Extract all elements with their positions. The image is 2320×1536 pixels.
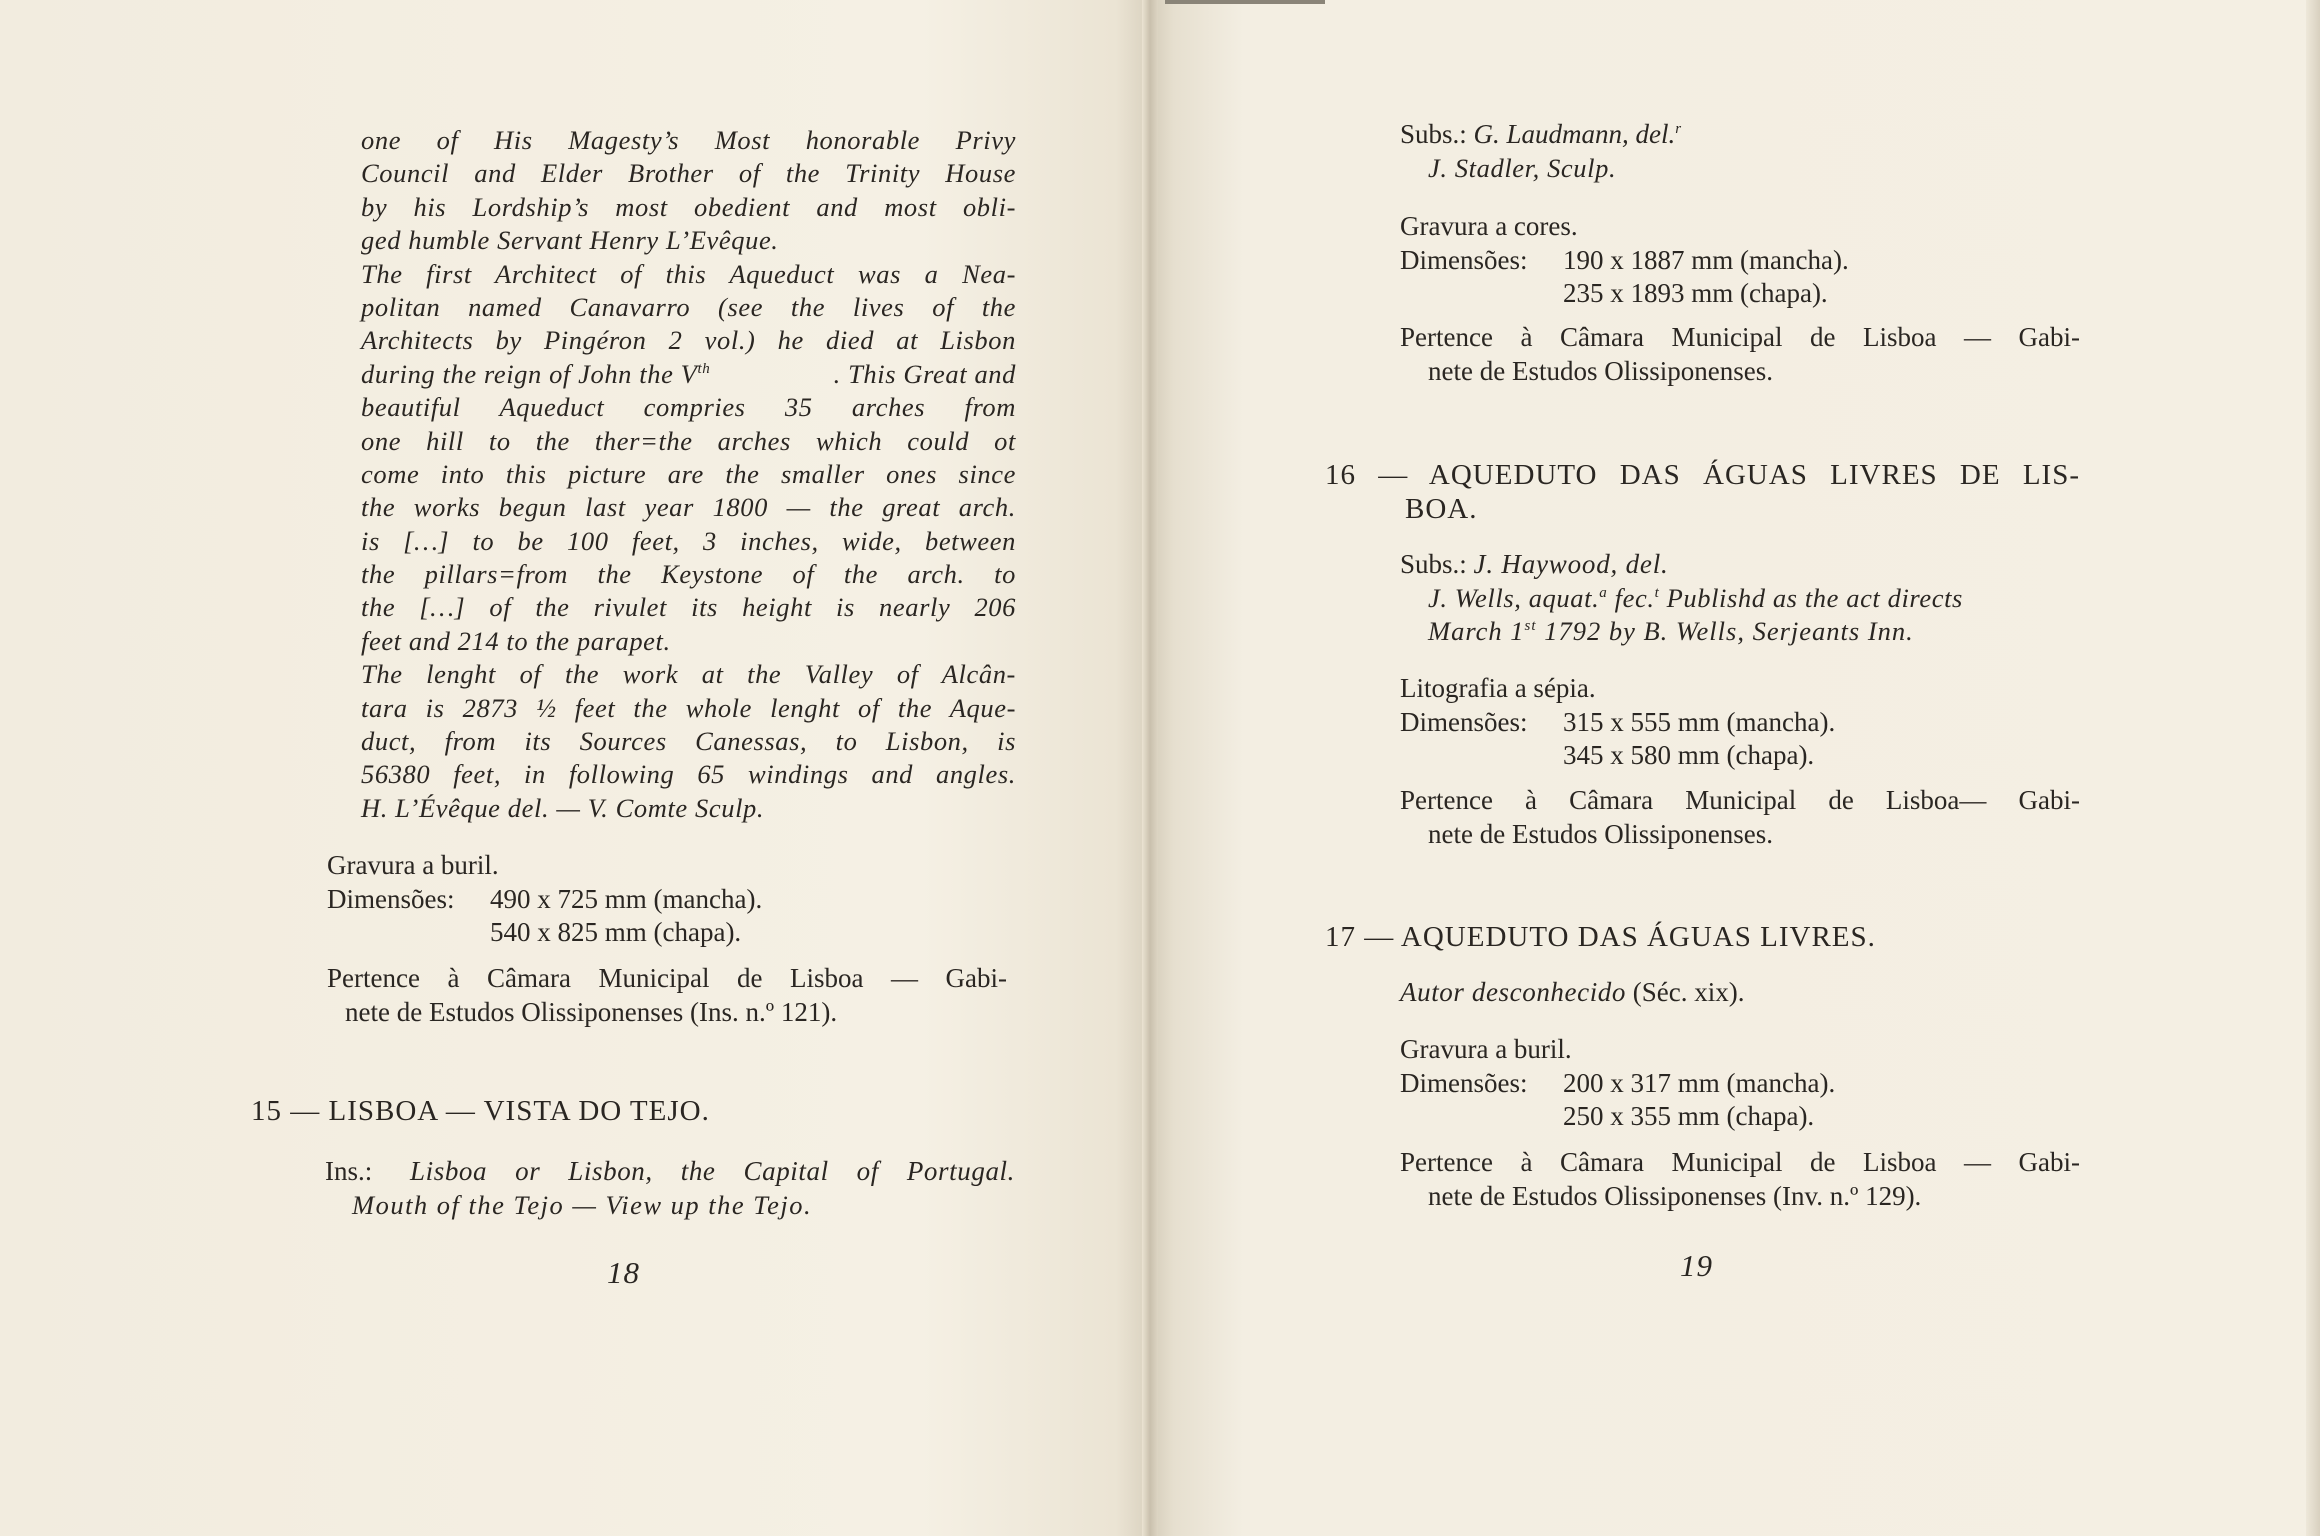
ins-label: Ins.: — [325, 1156, 373, 1186]
technique-block — [1400, 210, 2100, 311]
inscription-line: beautiful Aqueduct compries 35 arches from — [361, 392, 1016, 423]
subs-fragment: March 1 — [1428, 615, 1525, 646]
subs-fragment: 1792 by B. Wells, Serjeants Inn. — [1544, 615, 1914, 646]
entry-17-ownership — [1400, 1146, 2080, 1213]
inscription-line — [361, 358, 1016, 391]
dimensions-value: 250 x 355 mm (chapa). — [1563, 1101, 1815, 1132]
subs-label: Subs.: — [1400, 549, 1467, 579]
ownership-line: nete de Estudos Olissiponenses. — [1428, 818, 1773, 849]
inscription-line: The lenght of the work at the Valley of Alcân- — [361, 659, 1016, 690]
subs-fragment: J. Wells, aquat. — [1428, 582, 1600, 613]
ins-text: Lisboa or Lisbon, the Capital of Portugal. — [410, 1156, 1015, 1186]
superscript: t — [1654, 584, 1660, 601]
dimensions-spacer — [327, 916, 490, 950]
inscription-line: The first Architect of this Aqueduct was a Nea- — [361, 258, 1016, 289]
entry-15-inscription — [325, 1155, 1015, 1222]
subs-line — [1400, 615, 2090, 648]
dimensions-row — [1400, 277, 2100, 311]
dimensions-spacer — [1400, 277, 1563, 311]
subs-line: J. Stadler, Sculp. — [1428, 152, 1617, 183]
century-text: (Séc. xix). — [1632, 977, 1745, 1007]
inscription-line: Architects by Pingéron 2 vol.) he died at Lisbon — [361, 325, 1016, 356]
technique-text: Gravura a buril. — [1400, 1034, 1572, 1064]
inscription-line: Council and Elder Brother of the Trinity House — [361, 158, 1016, 189]
inscription-line: duct, from its Sources Canessas, to Lisbon, is — [361, 726, 1016, 757]
book-gutter — [1142, 0, 1158, 1536]
entry-16-subs — [1400, 548, 2090, 648]
ownership-line: Pertence à Câmara Municipal de Lisboa — Gabi- — [327, 963, 1007, 993]
right-page — [1150, 0, 2320, 1536]
ownership-line: nete de Estudos Olissiponenses. — [1428, 355, 1773, 386]
dimensions-value: 490 x 725 mm (mancha). — [490, 883, 763, 914]
ownership-block — [1400, 321, 2080, 388]
entry-17-author — [1400, 976, 1744, 1010]
dimensions-value: 345 x 580 mm (chapa). — [1563, 740, 1815, 771]
entry-17-technique — [1400, 1033, 2100, 1134]
subs-block — [1400, 118, 1900, 185]
dimensions-row — [1400, 706, 2100, 740]
inscription-line: feet and 214 to the parapet. — [361, 625, 671, 656]
subs-line — [1400, 548, 2090, 582]
inscription-line: come into this picture are the smaller ones since — [361, 458, 1016, 489]
ins-line — [325, 1155, 1015, 1189]
dimensions-value: 540 x 825 mm (chapa). — [490, 917, 742, 948]
inscription-line: by his Lordship’s most obedient and most obli- — [361, 191, 1016, 222]
ownership-line: Pertence à Câmara Municipal de Lisboa — Gabi- — [1400, 1147, 2080, 1177]
inscription-fragment: . This Great and — [833, 358, 1016, 389]
inscription-fragment: during the reign of John the V — [361, 358, 698, 389]
dimensions-value: 315 x 555 mm (mancha). — [1563, 706, 1836, 737]
superscript: th — [697, 360, 711, 377]
dimensions-row — [1400, 1067, 2100, 1101]
dimensions-spacer — [1400, 1100, 1563, 1134]
dimensions-row — [1400, 1100, 2100, 1134]
ownership-line: nete de Estudos Olissiponenses (Inv. n.º 129). — [1428, 1180, 1922, 1211]
technique-text: Gravura a cores. — [1400, 211, 1578, 241]
entry-17-heading: 17 — AQUEDUTO DAS ÁGUAS LIVRES. — [1325, 921, 1876, 953]
superscript: r — [1675, 121, 1682, 137]
inscription-line: the […] of the rivulet its height is nearly 206 — [361, 592, 1016, 623]
subs-line — [1400, 118, 1900, 152]
superscript: st — [1524, 618, 1537, 635]
inscription-line: H. L’Évêque del. — V. Comte Sculp. — [361, 792, 765, 823]
subs-fragment: Publishd as the act directs — [1666, 582, 1963, 613]
left-page — [0, 0, 1150, 1536]
inscription-line: is […] to be 100 feet, 3 inches, wide, between — [361, 525, 1016, 556]
ownership-line: Pertence à Câmara Municipal de Lisboa — Gabi- — [1400, 322, 2080, 352]
entry-16-technique — [1400, 672, 2100, 773]
inscription-text — [361, 124, 1016, 825]
superscript: a — [1599, 584, 1608, 601]
dimensions-spacer — [1400, 739, 1563, 773]
entry-15-heading: 15 — LISBOA — VISTA DO TEJO. — [251, 1095, 710, 1127]
inscription-line: one of His Magesty’s Most honorable Privy — [361, 125, 1016, 155]
dimensions-label: Dimensões: — [1400, 1067, 1528, 1098]
ownership-line: Pertence à Câmara Municipal de Lisboa— Gabi- — [1400, 785, 2080, 815]
inscription-line: ged humble Servant Henry L’Evêque. — [361, 225, 779, 256]
inscription-line: tara is 2873 ½ feet the whole lenght of the Aque- — [361, 692, 1016, 723]
inscription-line: the pillars=from the Keystone of the arch. to — [361, 559, 1016, 590]
page-edge — [2306, 0, 2320, 1536]
inscription-line: one hill to the ther=the arches which could ot — [361, 425, 1016, 456]
top-edge-mark — [1165, 0, 1325, 4]
page-number: 19 — [1680, 1248, 1713, 1283]
dimensions-row — [1400, 739, 2100, 773]
dimensions-value: 190 x 1887 mm (mancha). — [1563, 244, 1849, 275]
ownership-line: nete de Estudos Olissiponenses (Ins. n.º 121). — [345, 996, 838, 1027]
dimensions-label: Dimensões: — [327, 883, 455, 914]
inscription-line: the works begun last year 1800 — the great arch. — [361, 492, 1016, 523]
inscription-line: 56380 feet, in following 65 windings and angles. — [361, 759, 1016, 790]
subs-label: Subs.: — [1400, 119, 1467, 149]
entry-16-ownership — [1400, 784, 2080, 851]
dimensions-row — [327, 883, 1027, 917]
heading-line: 16 — AQUEDUTO DAS ÁGUAS LIVRES DE LIS- — [1325, 459, 2080, 491]
dimensions-row — [327, 916, 1027, 950]
ownership-block — [327, 962, 1007, 1029]
technique-block — [327, 849, 1027, 950]
entry-16-heading — [1325, 458, 2080, 526]
heading-line: BOA. — [1405, 493, 1478, 525]
inscription-line: politan named Canavarro (see the lives of the — [361, 291, 1016, 322]
subs-fragment: fec. — [1614, 582, 1655, 613]
subs-text: J. Haywood, del. — [1473, 549, 1669, 579]
dimensions-row — [1400, 244, 2100, 278]
dimensions-label: Dimensões: — [1400, 706, 1528, 737]
technique-text: Litografia a sépia. — [1400, 673, 1596, 703]
subs-line — [1400, 582, 2090, 615]
dimensions-label: Dimensões: — [1400, 244, 1528, 275]
technique-text: Gravura a buril. — [327, 850, 499, 880]
dimensions-value: 235 x 1893 mm (chapa). — [1563, 278, 1828, 309]
ins-line: Mouth of the Tejo — View up the Tejo. — [352, 1189, 813, 1220]
subs-text: G. Laudmann, del. — [1473, 119, 1676, 149]
dimensions-value: 200 x 317 mm (mancha). — [1563, 1067, 1836, 1098]
page-number: 18 — [607, 1255, 640, 1290]
author-text: Autor desconhecido — [1400, 977, 1626, 1007]
